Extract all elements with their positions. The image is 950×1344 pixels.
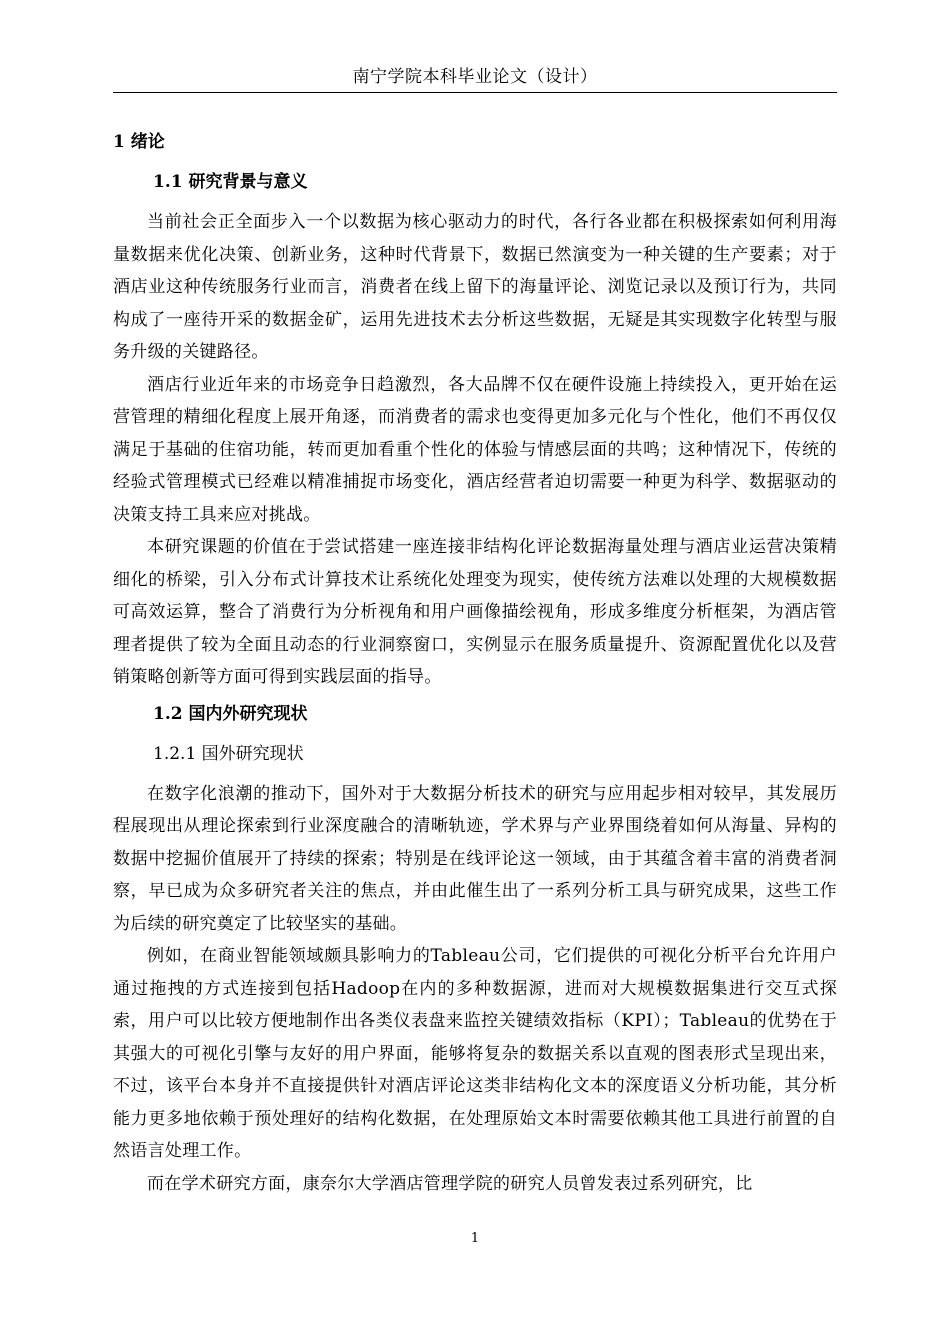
chapter-heading: 1 绪论 xyxy=(113,132,165,152)
paragraph: 而在学术研究方面，康奈尔大学酒店管理学院的研究人员曾发表过系列研究，比 xyxy=(147,1173,753,1194)
page-number: 1 xyxy=(470,1231,480,1246)
page-header: 南宁学院本科毕业论文（设计） xyxy=(352,67,598,87)
paragraph: 在数字化浪潮的推动下，国外对于大数据分析技术的研究与应用起步相对较早，其发展历程展现出从理论探索到行业深度融合的清晰轨迹，学术界与产业界围绕着如何从海量、异构的数据中挖掘价值展开了持续的探索；特别是在线评论这一领域，由于其蕴含着丰富的消费者洞察，早已成为众多研究者关注的焦点，并由此催生出了一系列分析工具与研究成果，这些工作为后续的研究奠定了比较坚实的基础。 xyxy=(113,783,837,934)
section-heading-1-1: 1.1 研究背景与意义 xyxy=(153,172,308,192)
paragraph: 酒店行业近年来的市场竞争日趋激烈，各大品牌不仅在硬件设施上持续投入，更开始在运营管理的精细化程度上展开角逐，而消费者的需求也变得更加多元化与个性化，他们不再仅仅满足于基础的住宿功能，转而更加看重个性化的体验与情感层面的共鸣；这种情况下，传统的经验式管理模式已经难以精准捕捉市场变化，酒店经营者迫切需要一种更为科学、数据驱动的决策支持工具来应对挑战。 xyxy=(113,374,837,525)
header-divider xyxy=(113,92,837,93)
subsection-heading-1-2-1: 1.2.1 国外研究现状 xyxy=(153,743,304,764)
paragraph: 例如，在商业智能领域颇具影响力的Tableau公司，它们提供的可视化分析平台允许用户通过拖拽的方式连接到包括Hadoop在内的多种数据源，进而对大规模数据集进行交互式探索，用户可以比较方便地制作出各类仪表盘来监控关键绩效指标（KPI）；Tableau的优势在于其强大的可视化引擎与友好的用户界面，能够将复杂的数据关系以直观的图表形式呈现出来，不过，该平台本身并不直接提供针对酒店评论这类非结构化文本的深度语义分析功能，其分析能力更多地依赖于预处理好的结构化数据，在处理原始文本时需要依赖其他工具进行前置的自然语言处理工作。 xyxy=(113,946,837,1161)
document-body xyxy=(113,126,837,1200)
section-heading-1-2: 1.2 国内外研究现状 xyxy=(153,703,308,724)
paragraph: 当前社会正全面步入一个以数据为核心驱动力的时代，各行各业都在积极探索如何利用海量数据来优化决策、创新业务，这种时代背景下，数据已然演变为一种关键的生产要素；对于酒店业这种传统服务行业而言，消费者在线上留下的海量评论、浏览记录以及预订行为，共同构成了一座待开采的数据金矿，运用先进技术去分析这些数据，无疑是其实现数字化转型与服务升级的关键路径。 xyxy=(113,212,837,362)
paragraph: 本研究课题的价值在于尝试搭建一座连接非结构化评论数据海量处理与酒店业运营决策精细化的桥梁，引入分布式计算技术让系统化处理变为现实，使传统方法难以处理的大规模数据可高效运算，整合了消费行为分析视角和用户画像描绘视角，形成多维度分析框架，为酒店管理者提供了较为全面且动态的行业洞察窗口，实例显示在服务质量提升、资源配置优化以及营销策略创新等方面可得到实践层面的指导。 xyxy=(113,537,837,687)
